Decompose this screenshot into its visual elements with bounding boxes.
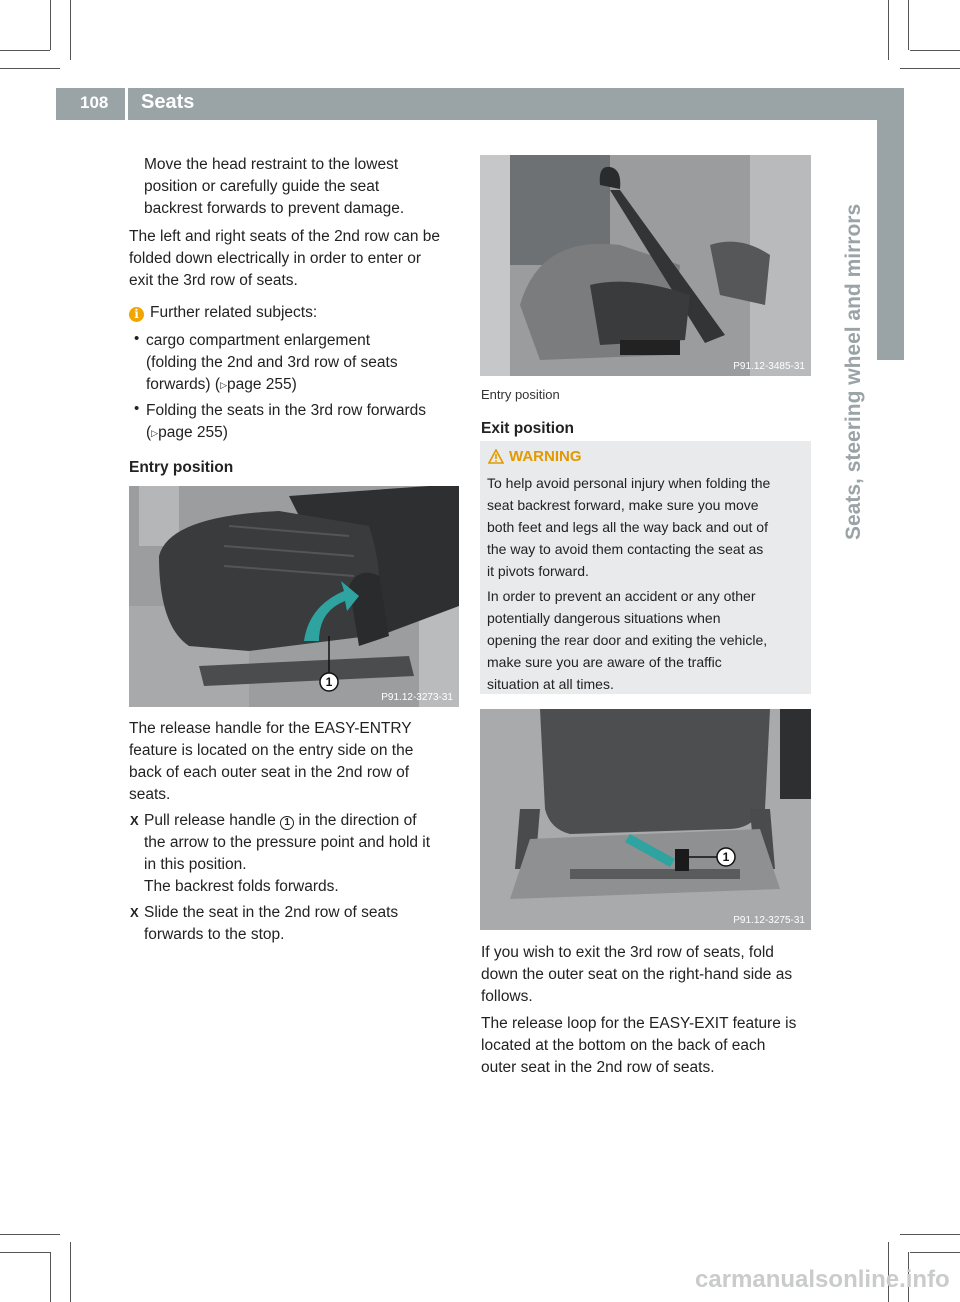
seat-release-handle-photo	[129, 486, 459, 707]
warning-title: WARNING	[509, 448, 582, 465]
vehicle-interior-illustration	[480, 155, 811, 376]
paragraph-line: The left and right seats of the 2nd row can be	[129, 228, 441, 245]
paragraph-line: located at the bottom on the back of each	[481, 1037, 766, 1054]
section-heading: Entry position	[129, 459, 234, 476]
paragraph-line: The release handle for the EASY-ENTRY	[129, 720, 412, 737]
section-heading: Exit position	[481, 420, 574, 437]
crop-mark	[900, 1234, 960, 1235]
step-line: forwards to the stop.	[144, 926, 285, 943]
paragraph-line: The release loop for the EASY-EXIT feature is	[481, 1015, 797, 1032]
crop-mark	[50, 0, 51, 50]
warning-line: it pivots forward.	[487, 563, 589, 579]
crop-mark	[910, 1252, 960, 1253]
seat-illustration	[129, 486, 459, 707]
step-line: in this position.	[144, 856, 247, 873]
intro-line: position or carefully guide the seat	[144, 178, 380, 195]
paragraph-line: down the outer seat on the right-hand side as	[481, 966, 793, 983]
paragraph-line: outer seat in the 2nd row of seats.	[481, 1059, 715, 1076]
info-title: Further related subjects:	[150, 304, 318, 321]
header-separator	[125, 88, 128, 120]
warning-line: the way to avoid them contacting the seat as	[487, 541, 764, 557]
step-line: Slide the seat in the 2nd row of seats	[144, 904, 399, 921]
intro-line: Move the head restraint to the lowest	[144, 156, 399, 173]
crop-mark	[70, 1242, 71, 1302]
crop-mark	[910, 50, 960, 51]
paragraph-line: exit the 3rd row of seats.	[129, 272, 298, 289]
warning-line: To help avoid personal injury when folding the	[487, 475, 771, 491]
image-caption: Entry position	[481, 387, 560, 402]
paragraph-line: seats.	[129, 786, 171, 803]
crop-mark	[0, 50, 50, 51]
page-ref-icon: ▷	[220, 380, 227, 390]
warning-icon	[488, 449, 504, 464]
page-ref-icon: ▷	[151, 428, 159, 438]
paragraph-line: feature is located on the entry side on the	[129, 742, 414, 759]
step-line: the arrow to the pressure point and hold it	[144, 834, 431, 851]
crop-mark	[0, 1252, 50, 1253]
crop-mark	[50, 1252, 51, 1302]
paragraph-line: folded down electrically in order to enter or	[129, 250, 422, 267]
crop-mark	[888, 0, 889, 60]
bullet-line: (▷page 255)	[146, 422, 228, 444]
step-marker-icon: X	[130, 905, 139, 920]
bullet-icon: •	[134, 400, 140, 417]
page-title: Seats	[141, 91, 195, 113]
crop-mark	[900, 68, 960, 69]
callout-number: 1	[325, 675, 333, 689]
step-marker-icon: X	[130, 813, 139, 828]
seat-back-illustration	[480, 709, 811, 930]
warning-line: situation at all times.	[487, 676, 614, 692]
paragraph-line: If you wish to exit the 3rd row of seats, fold	[481, 944, 774, 961]
page-number: 108	[80, 93, 109, 112]
info-icon: i	[129, 307, 144, 322]
bullet-line: Folding the seats in the 3rd row forwards	[146, 402, 426, 419]
info-line	[129, 302, 317, 324]
crop-mark	[0, 68, 60, 69]
callout-number-icon: 1	[280, 816, 294, 830]
warning-line: both feet and legs all the way back and out of	[487, 519, 768, 535]
warning-line: potentially dangerous situations when	[487, 610, 721, 626]
bullet-line: (folding the 2nd and 3rd row of seats	[146, 354, 398, 371]
image-code: P91.12-3273-31	[381, 692, 453, 703]
release-loop-photo	[480, 709, 811, 930]
bullet-line: cargo compartment enlargement	[146, 332, 371, 349]
intro-line: backrest forwards to prevent damage.	[144, 200, 405, 217]
chapter-label: Seats, steering wheel and mirrors	[842, 203, 865, 540]
bullet-icon: •	[134, 330, 140, 347]
step-line: Pull release handle 1 in the direction of	[144, 812, 417, 829]
image-code: P91.12-3485-31	[733, 361, 805, 372]
bullet-line: forwards) (▷page 255)	[146, 374, 297, 396]
side-tab-bar	[877, 120, 904, 360]
warning-line: seat backrest forward, make sure you move	[487, 497, 759, 513]
warning-line: In order to prevent an accident or any other	[487, 588, 756, 604]
warning-line: make sure you are aware of the traffic	[487, 654, 722, 670]
page-reference-link[interactable]: page 255)	[227, 376, 297, 393]
page-reference-link[interactable]: page 255)	[158, 424, 228, 441]
paragraph-line: follows.	[481, 988, 533, 1005]
warning-line: opening the rear door and exiting the vehicle,	[487, 632, 768, 648]
paragraph-line: back of each outer seat in the 2nd row of	[129, 764, 410, 781]
watermark: carmanualsonline.info	[695, 1266, 950, 1293]
callout-number: 1	[722, 850, 730, 864]
image-code: P91.12-3275-31	[733, 915, 805, 926]
crop-mark	[908, 0, 909, 50]
entry-position-photo	[480, 155, 811, 376]
crop-mark	[0, 1234, 60, 1235]
crop-mark	[70, 0, 71, 60]
step-line: The backrest folds forwards.	[144, 878, 339, 895]
